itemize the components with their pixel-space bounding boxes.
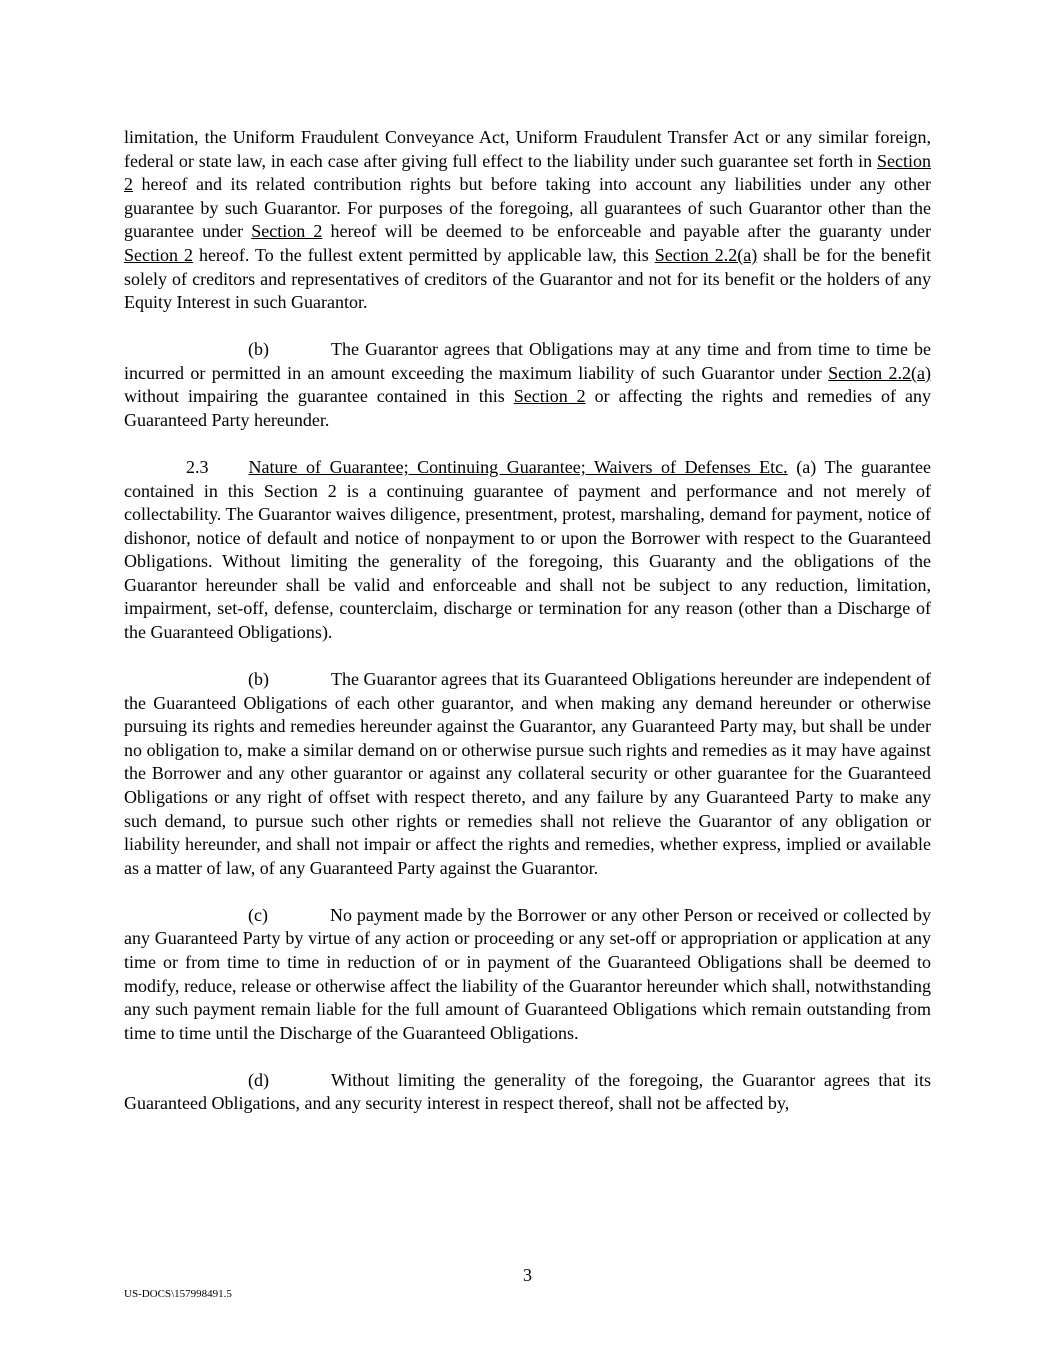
text: hereof. To the fullest extent permitted by applicable law, this	[192, 244, 655, 265]
document-id: US-DOCS\157998491.5	[124, 1288, 232, 1300]
section-heading: Nature of Guarantee; Continuing Guarantee; Waivers of Defenses Etc.	[248, 456, 788, 477]
paragraph-limitation	[124, 126, 931, 315]
paragraph-section-2-3	[124, 456, 931, 645]
section-reference: Section 2.2(a)	[828, 362, 932, 383]
paragraph-b-obligations	[124, 338, 931, 432]
section-number: 2.3	[186, 456, 209, 477]
text: Without limiting the generality of the foregoing, the Guarantor agrees that its Guaranteed Obligations, and any security interest in respect thereof, shall not be affected by,	[124, 1069, 931, 1114]
section-reference: Section 2	[251, 221, 323, 242]
clause-label: (d)	[248, 1069, 269, 1090]
text: or affecting the rights and remedies of any Guaranteed Party hereunder.	[124, 386, 931, 430]
text: The Guarantor agrees that its Guaranteed Obligations hereunder are independent of the Guaranteed Obligations of each other guarantor, and when making any demand hereunder or otherwise pursuing its rights and remedies hereunder against the Guarantor, any Guaranteed Party may, but shall be under no obligation to, make a similar demand on or otherwise pursue such rights and remedies as it may have against the Borrower and any other guarantor or against any collateral security or other guarantee for the Guaranteed Obligations or any right of offset with respect thereto, and any failure by any Guaranteed Party to make any such demand, to pursue such other rights or remedies shall not relieve the Guarantor of any obligation or liability hereunder, and shall not impair or affect the rights and remedies, whether express, implied or available as a matter of law, of any Guaranteed Party against the Guarantor.	[124, 669, 931, 878]
paragraph-b-independent	[124, 668, 931, 880]
text: hereof will be deemed to be enforceable and payable after the guaranty under	[322, 221, 931, 242]
section-reference: Section 2	[513, 386, 586, 407]
section-reference: Section 2	[124, 244, 193, 265]
paragraph-d-generality	[124, 1069, 931, 1116]
document-body	[124, 126, 931, 1139]
text: hereof and its related contribution rights but before taking into account any liabilities under any other guarantee by such Guarantor. For purposes of the foregoing, all guarantees of such Guarantor other than the guarantee under	[124, 174, 931, 242]
text: shall be for the benefit solely of creditors and representatives of creditors of the Guarantor and not for its benefit or the holders of any Equity Interest in such Guarantor.	[124, 244, 931, 313]
paragraph-c-payment	[124, 904, 931, 1046]
clause-label: (c)	[248, 904, 268, 925]
clause-label: (b)	[248, 669, 269, 690]
page-number: 3	[523, 1265, 532, 1285]
text: The Guarantor agrees that Obligations may at any time and from time to time be incurred or permitted in an amount exceeding the maximum liability of such Guarantor under	[124, 339, 931, 383]
text: (a) The guarantee contained in this Section 2 is a continuing guarantee of payment and performance and not merely of collectability. The Guarantor waives diligence, presentment, protest, marshaling, demand for payment, notice of dishonor, notice of default and notice of nonpayment to or upon the Borrower with respect to the Guaranteed Obligations. Without limiting the generality of the foregoing, this Guaranty and the obligations of the Guarantor hereunder shall be valid and enforceable and shall not be subject to any reduction, limitation, impairment, set-off, defense, counterclaim, discharge or termination for any reason (other than a Discharge of the Guaranteed Obligations).	[124, 456, 931, 643]
section-reference: Section 2	[124, 150, 931, 195]
text: without impairing the guarantee contained in this	[124, 386, 514, 407]
section-reference: Section 2.2(a)	[654, 244, 758, 265]
text: limitation, the Uniform Fraudulent Conveyance Act, Uniform Fraudulent Transfer Act or any similar foreign, federal or state law, in each case after giving full effect to the liability under such guarantee set forth in	[124, 127, 931, 171]
clause-label: (b)	[248, 339, 269, 360]
text: No payment made by the Borrower or any other Person or received or collected by any Guaranteed Party by virtue of any action or proceeding or any set-off or appropriation or application at any time or from time to time in reduction of or in payment of the Guaranteed Obligations shall be deemed to modify, reduce, release or otherwise affect the liability of the Guarantor hereunder which shall, notwithstanding any such payment remain liable for the full amount of Guaranteed Obligations which remain outstanding from time to time until the Discharge of the Guaranteed Obligations.	[124, 904, 931, 1043]
